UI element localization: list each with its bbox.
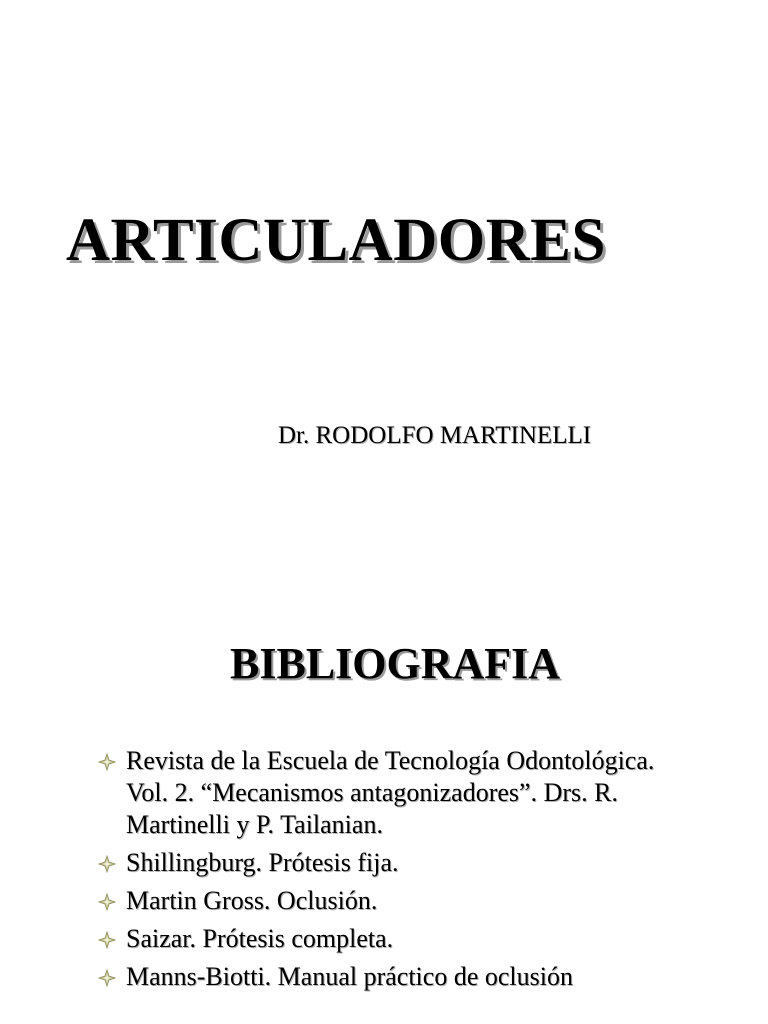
bibliography-list (98, 745, 658, 999)
bibliography-entry: Shillingburg. Prótesis fija. (126, 848, 399, 877)
diamond-bullet-icon (98, 931, 116, 949)
diamond-bullet-icon (98, 753, 116, 771)
list-item (98, 847, 658, 879)
list-item (98, 885, 658, 917)
bibliography-entry: Manns-Biotti. Manual práctico de oclusión (126, 962, 573, 991)
list-item (98, 961, 658, 993)
bibliography-entry: Martin Gross. Oclusión. (126, 886, 378, 915)
bibliography-entry: Saizar. Prótesis completa. (126, 924, 394, 953)
author-name: Dr. RODOLFO MARTINELLI (278, 422, 592, 449)
diamond-bullet-icon (98, 855, 116, 873)
diamond-bullet-icon (98, 893, 116, 911)
bibliography-heading: BIBLIOGRAFIA (230, 639, 561, 688)
list-item (98, 923, 658, 955)
bibliography-entry: Revista de la Escuela de Tecnología Odontológica. Vol. 2. “Mecanismos antagonizadores”. Drs. R. Martinelli y P. Tailanian. (126, 746, 655, 839)
slide-title: ARTICULADORES (66, 207, 606, 274)
diamond-bullet-icon (98, 969, 116, 987)
list-item (98, 745, 658, 841)
